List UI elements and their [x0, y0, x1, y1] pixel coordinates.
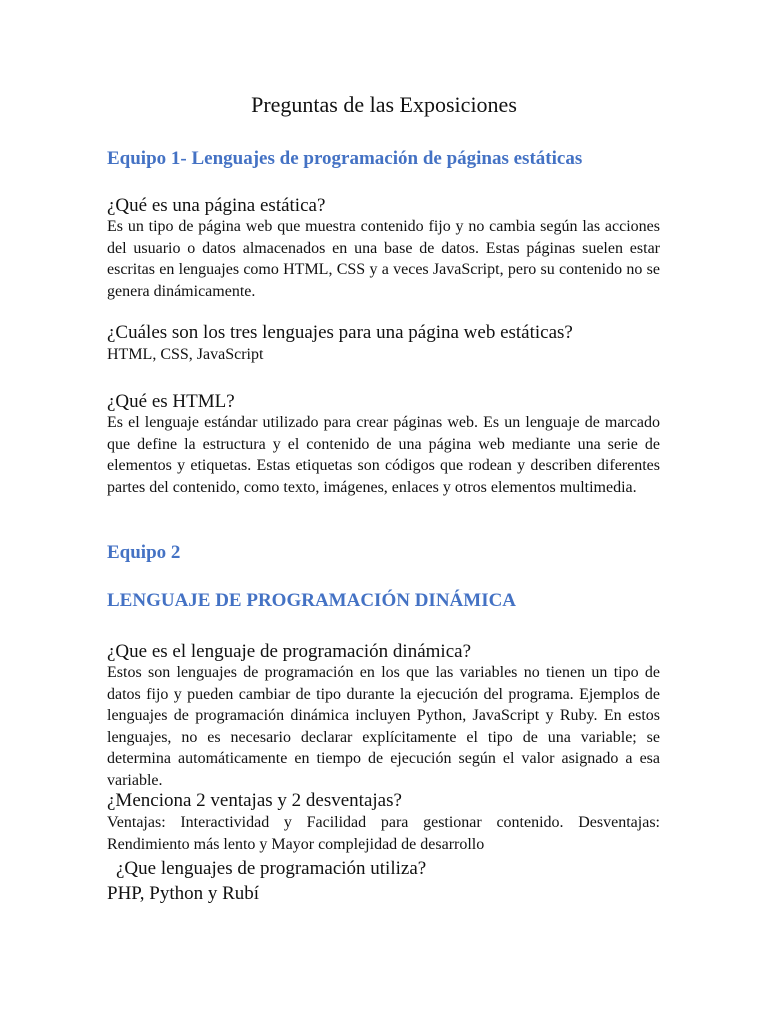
document-title: Preguntas de las Exposiciones [251, 92, 517, 117]
team1-question-2: ¿Cuáles son los tres lenguajes para una página web estáticas? [107, 322, 573, 343]
team1-answer-3: Es el lenguaje estándar utilizado para crear páginas web. Es un lenguaje de marcado que define la estructura y el contenido de una página web mediante una serie de elementos y etiquetas. Estas etiquetas son códigos que rodean y describen diferentes partes del contenido, como texto, imágenes, enlaces y otros elementos multimedia. [107, 414, 660, 496]
team2-answer-3: PHP, Python y Rubí [107, 883, 260, 904]
team1-answer-1: Es un tipo de página web que muestra contenido fijo y no cambia según las acciones del usuario o datos almacenados en una base de datos. Estas páginas suelen estar escritas en lenguajes como HTML, CSS y a veces JavaScript, pero su contenido no se genera dinámicamente. [107, 218, 660, 300]
team1-question-1: ¿Qué es una página estática? [107, 195, 326, 216]
team2-question-3: ¿Que lenguajes de programación utiliza? [116, 858, 427, 879]
team1-heading: Equipo 1- Lenguajes de programación de páginas estáticas [107, 148, 583, 169]
team2-question-1: ¿Que es el lenguaje de programación dinámica? [107, 641, 471, 662]
team2-subheading: LENGUAJE DE PROGRAMACIÓN DINÁMICA [107, 590, 517, 611]
team1-question-3: ¿Qué es HTML? [107, 391, 235, 412]
team2-question-2: ¿Menciona 2 ventajas y 2 desventajas? [107, 790, 402, 811]
team1-answer-2: HTML, CSS, JavaScript [107, 346, 264, 363]
team2-heading: Equipo 2 [107, 542, 181, 563]
team2-answer-2: Ventajas: Interactividad y Facilidad para gestionar contenido. Desventajas: Rendimiento más lento y Mayor complejidad de desarrollo [107, 814, 660, 853]
team2-answer-1: Estos son lenguajes de programación en los que las variables no tienen un tipo de datos fijo y pueden cambiar de tipo durante la ejecución del programa. Ejemplos de lenguajes de programación dinámica incluyen Python, JavaScript y Ruby. En estos lenguajes, no es necesario declarar explícitamente el tipo de una variable; se determina automáticamente en tiempo de ejecución según el valor asignado a esa variable. [107, 664, 660, 789]
